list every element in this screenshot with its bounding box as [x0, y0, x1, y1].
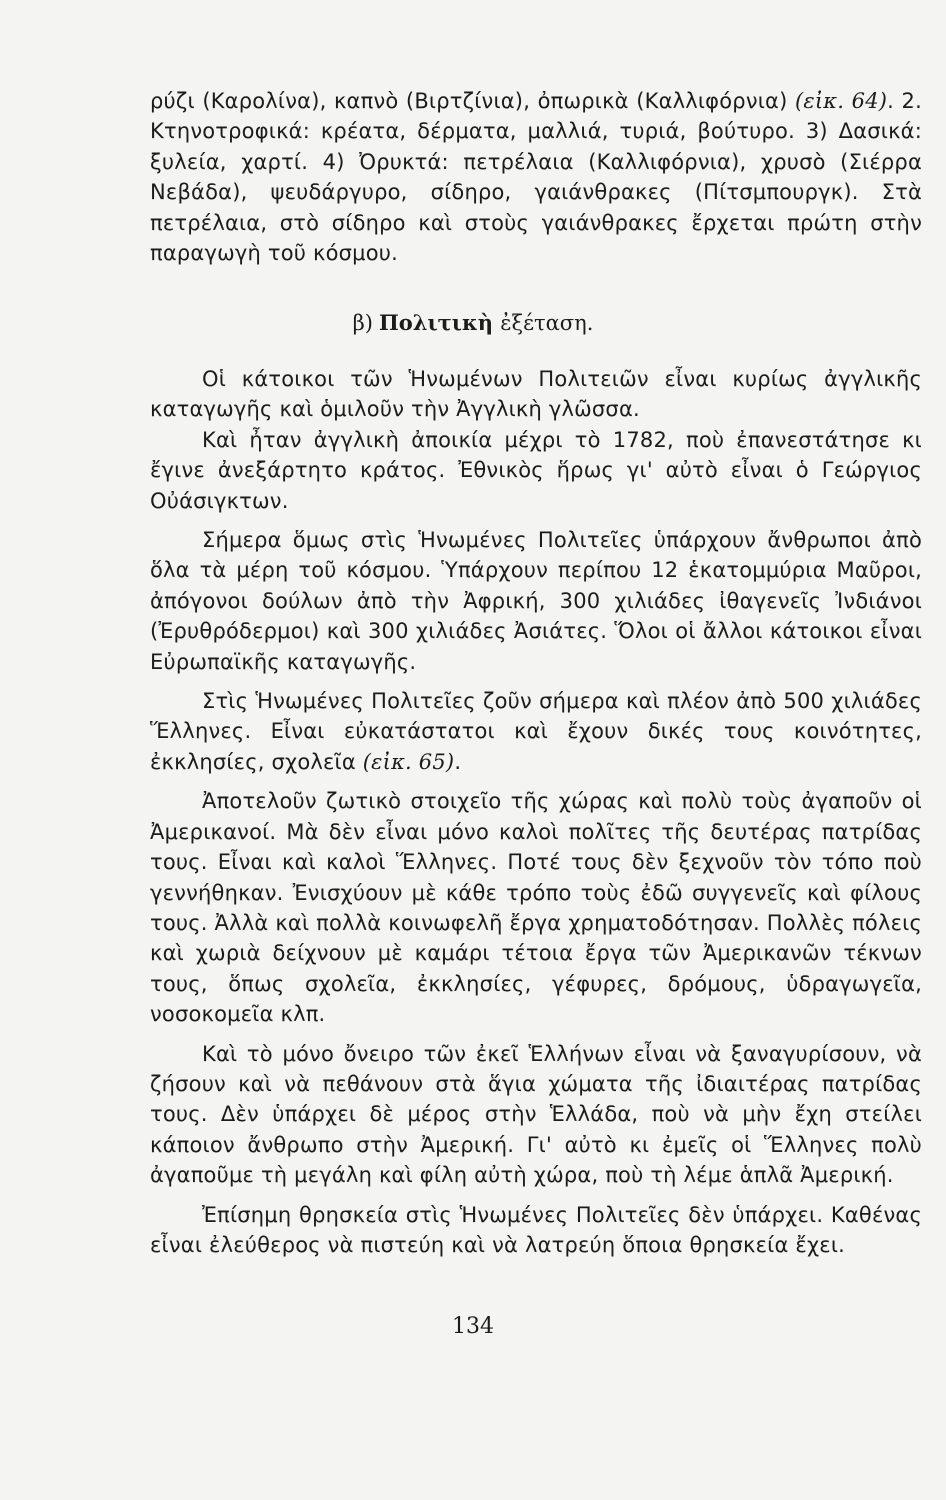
paragraph-dream-of-return: Καὶ τὸ μόνο ὄνειρο τῶν ἐκεῖ Ἑλλήνων εἶναι νὰ ξαναγυρίσουν, νὰ ζήσουν καὶ νὰ πεθάνουν στὰ ἅγια χώματα τῆς ἰδιαιτέρας πατρίδας τους. Δὲν ὑπάρχει δὲ μέρος στὴν Ἑλλάδα, ποὺ νὰ μὴν ἔχη στείλει κάποιον ἄνθρωπο στὴν Ἀμερική. Γι' αὐτὸ κι ἐμεῖς οἱ Ἕλληνες πολὺ ἀγαποῦμε τὴ μεγάλη καὶ φίλη αὐτὴ χώρα, ποὺ τὴ λέμε ἁπλᾶ Ἀμερική.	[150, 1041, 922, 1188]
paragraph-population: Σήμερα ὅμως στὶς Ἡνωμένες Πολιτεῖες ὑπάρχουν ἄνθρωποι ἀπὸ ὅλα τὰ μέρη τοῦ κόσμου. Ὑπάρχουν περίπου 12 ἑκατομμύρια Μαῦροι, ἀπόγονοι δούλων ἀπὸ τὴν Ἀφρική, 300 χιλιάδες ἰθαγενεῖς Ἰνδιάνοι (Ἐρυθρόδερμοι) καὶ 300 χιλιάδες Ἀσιάτες. Ὅλοι οἱ ἄλλοι κάτοικοι εἶναι Εὐρωπαϊκῆς καταγωγῆς.	[150, 528, 922, 674]
figure-reference-64: (εἰκ. 64)	[795, 89, 888, 113]
greeks-text-part-1: Στὶς Ἡνωμένες Πολιτεῖες ζοῦν σήμερα καὶ πλέον ἀπὸ 500 χιλιάδες Ἕλληνες. Εἶναι εὐκατάστατοι καὶ ἔχουν δικές τους κοινότητες, ἐκκλησίες, σχολεῖα	[150, 689, 922, 774]
section-heading-rest: ἐξέταση.	[500, 311, 594, 335]
paragraph-greek-community	[150, 686, 922, 777]
section-heading-bold: Πολιτικὴ	[378, 310, 493, 335]
figure-reference-65: (εἰκ. 65)	[362, 749, 455, 774]
section-heading	[0, 310, 946, 335]
main-text-block	[150, 364, 922, 1260]
intro-text-part-1: ρύζι (Καρολίνα), καπνὸ (Βιρτζίνια), ὀπωρικὰ (Καλλιφόρνια)	[150, 89, 795, 113]
section-heading-label: β)	[352, 311, 373, 335]
intro-paragraph	[150, 86, 922, 268]
paragraph-origins: Οἱ κάτοικοι τῶν Ἡνωμένων Πολιτειῶν εἶναι κυρίως ἀγγλικῆς καταγωγῆς καὶ ὁμιλοῦν τὴν Ἀγγλικὴ γλῶσσα.	[150, 367, 922, 422]
intro-text-block	[150, 86, 922, 268]
paragraph-religion: Ἐπίσημη θρησκεία στὶς Ἡνωμένες Πολιτεῖες δὲν ὑπάρχει. Καθένας εἶναι ἐλεύθερος νὰ πιστεύη καὶ νὰ λατρεύη ὅποια θρησκεία ἔχει.	[150, 1202, 922, 1257]
greeks-text-part-2: .	[454, 749, 462, 774]
intro-text-part-2: . 2. Κτηνοτροφικά: κρέατα, δέρματα, μαλλιά, τυριά, βούτυρο. 3) Δασικά: ξυλεία, χαρτί. 4) Ὀρυκτά: πετρέλαια (Καλλιφόρνια), χρυσὸ (Σιέρρα Νεβάδα), ψευδάργυρο, σίδηρο, γαιάνθρακες (Πίτσμπουργκ). Στὰ πετρέλαια, στὸ σίδηρο καὶ στοὺς γαιάνθρακες ἔρχεται πρώτη στὴν παραγωγὴ τοῦ κόσμου.	[150, 89, 922, 266]
page-number: 134	[452, 1314, 494, 1339]
paragraph-contribution: Ἀποτελοῦν ζωτικὸ στοιχεῖο τῆς χώρας καὶ πολὺ τοὺς ἀγαποῦν οἱ Ἀμερικανοί. Μὰ δὲν εἶναι μόνο καλοὶ πολῖτες τῆς δευτέρας πατρίδας τους. Εἶναι καὶ καλοὶ Ἕλληνες. Ποτέ τους δὲν ξεχνοῦν τὸν τόπο ποὺ γεννήθηκαν. Ἐνισχύουν μὲ κάθε τρόπο τοὺς ἐδῶ συγγενεῖς καὶ φίλους τους. Ἀλλὰ καὶ πολλὰ κοινωφελῆ ἔργα χρηματοδότησαν. Πολλὲς πόλεις καὶ χωριὰ δείχνουν μὲ καμάρι τέτοια ἔργα τῶν Ἀμερικανῶν τέκνων τους, ὅπως σχολεῖα, ἐκκλησίες, γέφυρες, δρόμους, ὑδραγωγεῖα, νοσοκομεῖα κλπ.	[150, 789, 922, 1027]
paragraph-independence: Καὶ ἦταν ἀγγλικὴ ἀποικία μέχρι τὸ 1782, ποὺ ἐπανεστάτησε κι ἔγινε ἀνεξάρτητο κράτος. Ἐθνικὸς ἥρως γι' αὐτὸ εἶναι ὁ Γεώργιος Οὐάσιγκτων.	[150, 427, 922, 513]
